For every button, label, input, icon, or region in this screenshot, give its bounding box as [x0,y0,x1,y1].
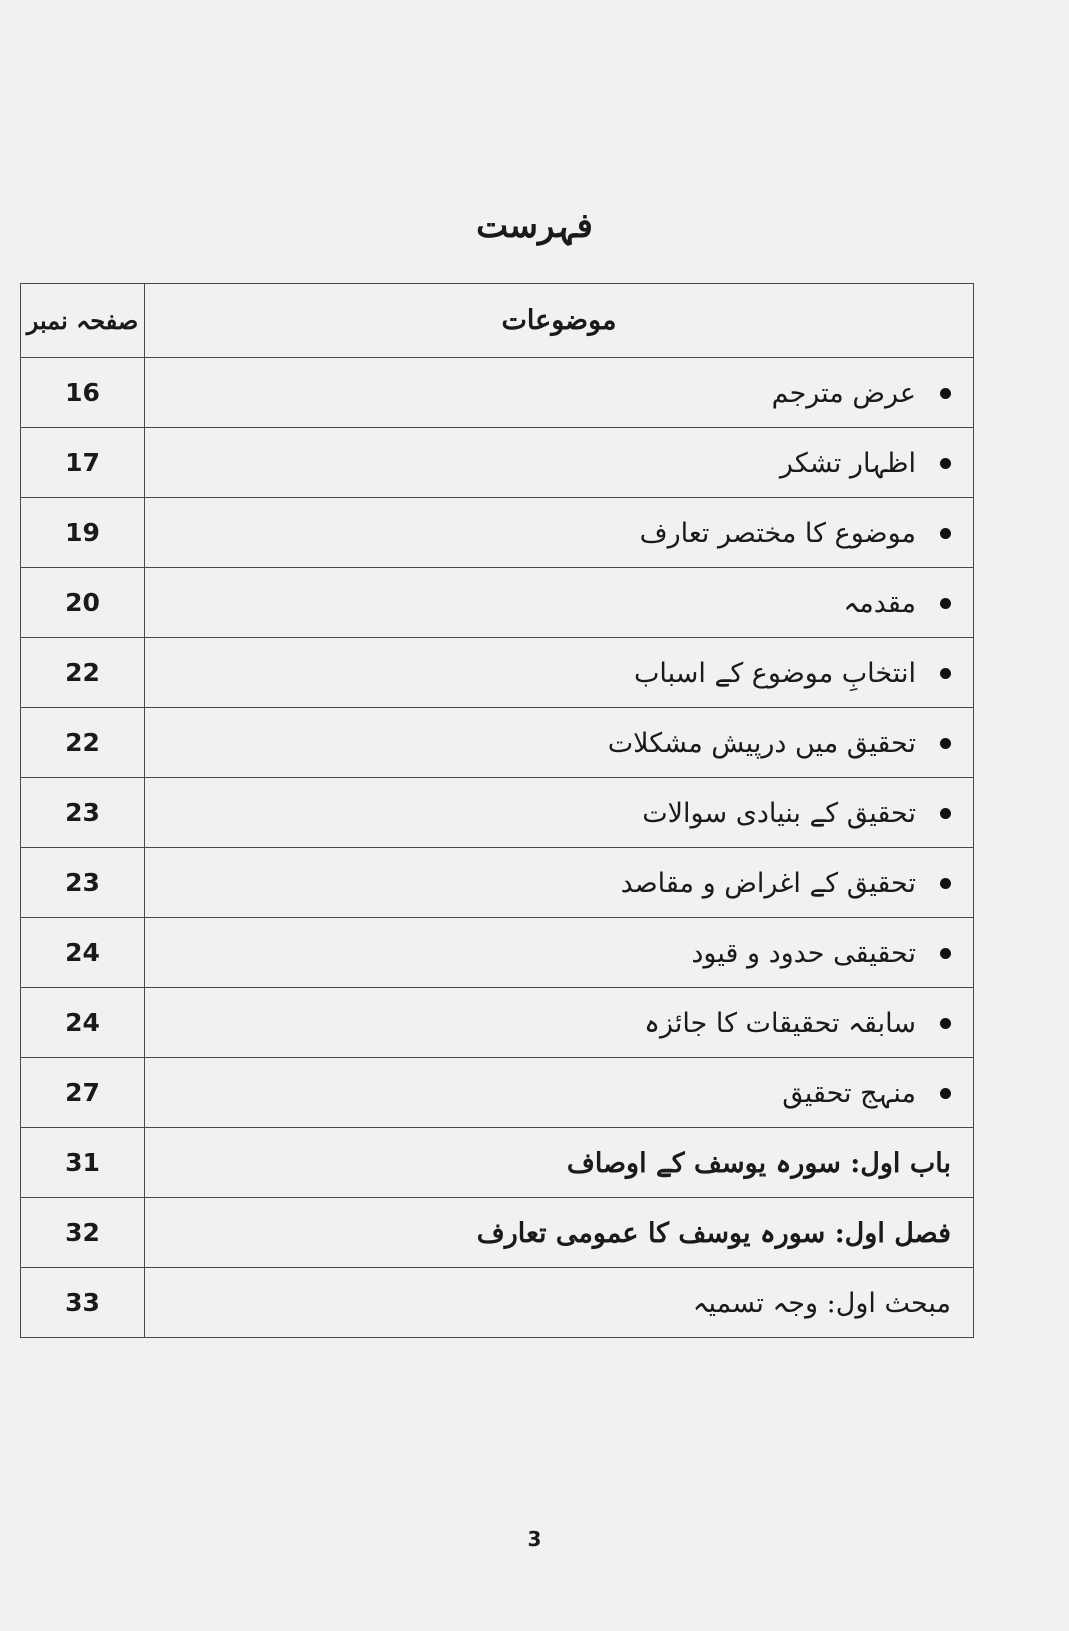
bullet-icon [940,598,951,609]
table-row [21,428,974,498]
row-page-number: 20 [21,568,145,638]
row-topic [145,778,974,848]
page-number-header: صفحہ نمبر [21,284,145,358]
row-topic [145,358,974,428]
row-topic [145,498,974,568]
row-topic-label: انتخابِ موضوع کے اسباب [634,657,916,689]
topics-header: موضوعات [145,284,974,358]
row-topic-label: عرض مترجم [771,377,916,409]
row-topic [145,1198,974,1268]
table-row [21,1268,974,1338]
footer-page-number: 3 [527,1527,542,1551]
row-page-number: 19 [21,498,145,568]
table-row [21,708,974,778]
row-topic [145,988,974,1058]
row-page-number: 17 [21,428,145,498]
bullet-icon [940,668,951,679]
table-row [21,498,974,568]
row-topic-label: موضوع کا مختصر تعارف [639,517,916,549]
row-topic-label: تحقیق میں درپیش مشکلات [607,727,916,759]
row-page-number: 22 [21,638,145,708]
row-topic [145,1128,974,1198]
bullet-icon [940,458,951,469]
table-of-contents [20,283,974,1338]
row-page-number: 16 [21,358,145,428]
row-topic [145,568,974,638]
row-topic-label: تحقیقی حدود و قیود [691,937,916,969]
bullet-icon [940,878,951,889]
row-page-number: 27 [21,1058,145,1128]
row-page-number: 24 [21,988,145,1058]
bullet-icon [940,388,951,399]
row-page-number: 33 [21,1268,145,1338]
row-page-number: 23 [21,848,145,918]
table-row [21,638,974,708]
row-topic-label: اظہار تشکر [779,447,916,479]
row-topic-label: مبحث اول: وجہ تسمیہ [692,1287,951,1319]
table-row [21,778,974,848]
row-topic-label: مقدمہ [843,587,916,619]
bullet-icon [940,808,951,819]
row-topic-label: باب اول: سورہ یوسف کے اوصاف [566,1147,951,1179]
table-row [21,848,974,918]
row-topic-label: تحقیق کے بنیادی سوالات [642,797,916,829]
row-topic [145,638,974,708]
table-row [21,358,974,428]
table-row [21,988,974,1058]
row-topic-label: فصل اول: سورہ یوسف کا عمومی تعارف [476,1217,951,1249]
row-topic [145,918,974,988]
table-row [21,568,974,638]
row-topic [145,428,974,498]
page-title: فہرست [476,206,593,246]
row-page-number: 31 [21,1128,145,1198]
table-body [21,358,974,1338]
bullet-icon [940,948,951,959]
row-topic [145,1058,974,1128]
row-page-number: 23 [21,778,145,848]
row-topic [145,848,974,918]
row-page-number: 32 [21,1198,145,1268]
table-row [21,1058,974,1128]
row-page-number: 24 [21,918,145,988]
row-topic-label: تحقیق کے اغراض و مقاصد [620,867,916,899]
bullet-icon [940,528,951,539]
row-topic [145,1268,974,1338]
table-row [21,1198,974,1268]
table-header-row [21,284,974,358]
bullet-icon [940,738,951,749]
row-page-number: 22 [21,708,145,778]
bullet-icon [940,1018,951,1029]
row-topic [145,708,974,778]
row-topic-label: منہج تحقیق [782,1077,916,1109]
table-row [21,1128,974,1198]
row-topic-label: سابقہ تحقیقات کا جائزہ [644,1007,916,1039]
bullet-icon [940,1088,951,1099]
table-row [21,918,974,988]
